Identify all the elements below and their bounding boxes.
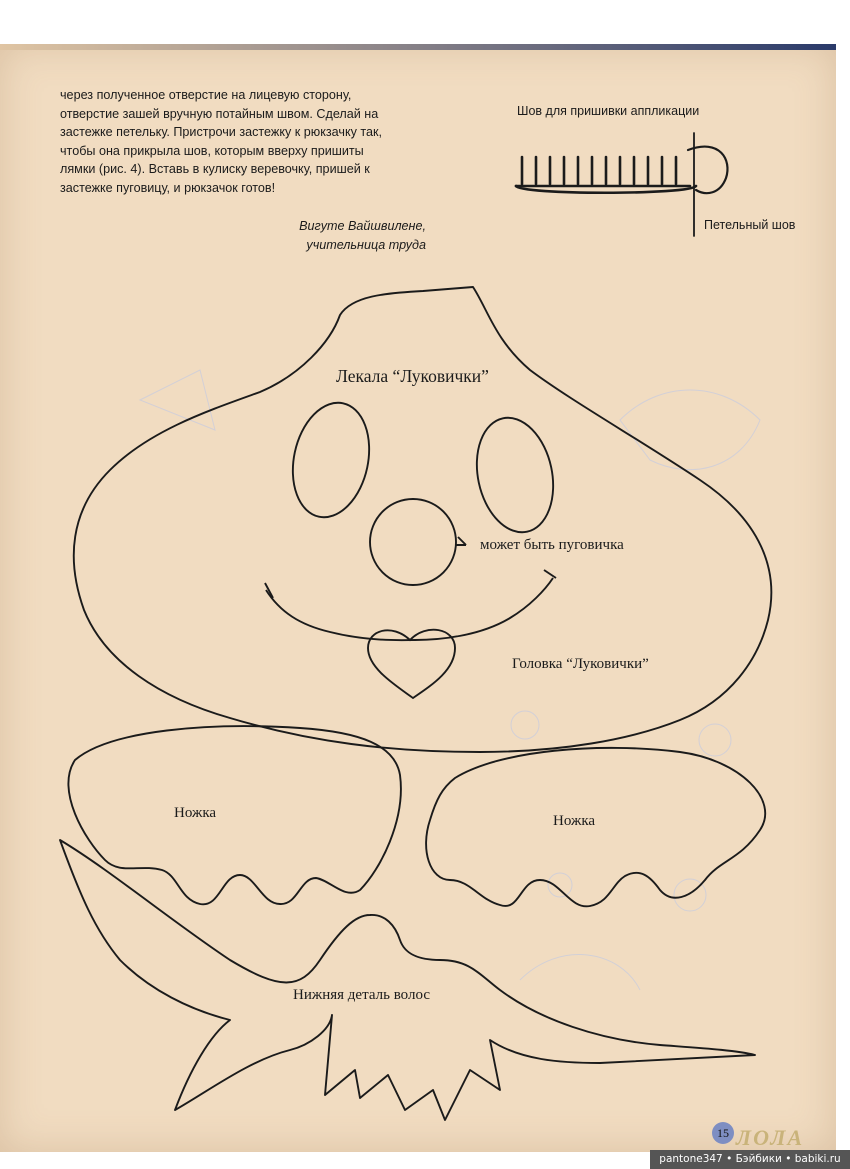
mouth-shape <box>266 578 553 640</box>
head-label: Головка “Луковички” <box>512 656 649 672</box>
stitch-label: Петельный шов <box>704 218 796 232</box>
article-line: застежке петельку. Пристрочи застежку к рюкзачку так, <box>60 125 383 139</box>
button-note: может быть пуговичка <box>480 537 624 553</box>
author-name: Вигуте Вайшвилене, <box>299 219 426 233</box>
left-eye-shape <box>283 396 380 525</box>
article-line: через полученное отверстие на лицевую сторону, <box>60 88 352 102</box>
article-line: чтобы она прикрыла шов, которым вверху пришиты <box>60 143 364 158</box>
left-leg-shape <box>68 726 400 904</box>
blanket-stitch-icon <box>516 133 727 236</box>
hair-label: Нижняя деталь волос <box>293 987 430 1003</box>
hair-shape <box>60 840 755 1120</box>
article-line: застежке пуговицу, и рюкзачок готов! <box>60 180 276 195</box>
page-number: 15 <box>712 1122 734 1144</box>
watermark: pantone347 • Бэйбики • babiki.ru <box>650 1150 850 1169</box>
nose-button-shape <box>370 499 456 585</box>
button-pointer <box>456 537 466 545</box>
article-line: лямки (рис. 4). Вставь в кулиску веревочку, пришей к <box>60 162 370 176</box>
left-leg-label: Ножка <box>174 805 217 821</box>
onion-head-outline <box>74 287 772 752</box>
right-eye-shape <box>467 411 564 540</box>
pattern-title: Лекала “Луковички” <box>336 366 489 386</box>
article-line: отверстие зашей вручную потайным швом. Сделай на <box>60 106 379 121</box>
right-leg-shape <box>426 748 765 906</box>
magazine-logo: ЛОЛА <box>736 1125 805 1150</box>
bleed-through-shapes <box>140 370 760 990</box>
stitch-title: Шов для пришивки аппликации <box>517 104 700 118</box>
right-leg-label: Ножка <box>553 813 596 829</box>
author-role: учительница труда <box>306 237 426 252</box>
leg-shapes <box>68 726 765 906</box>
